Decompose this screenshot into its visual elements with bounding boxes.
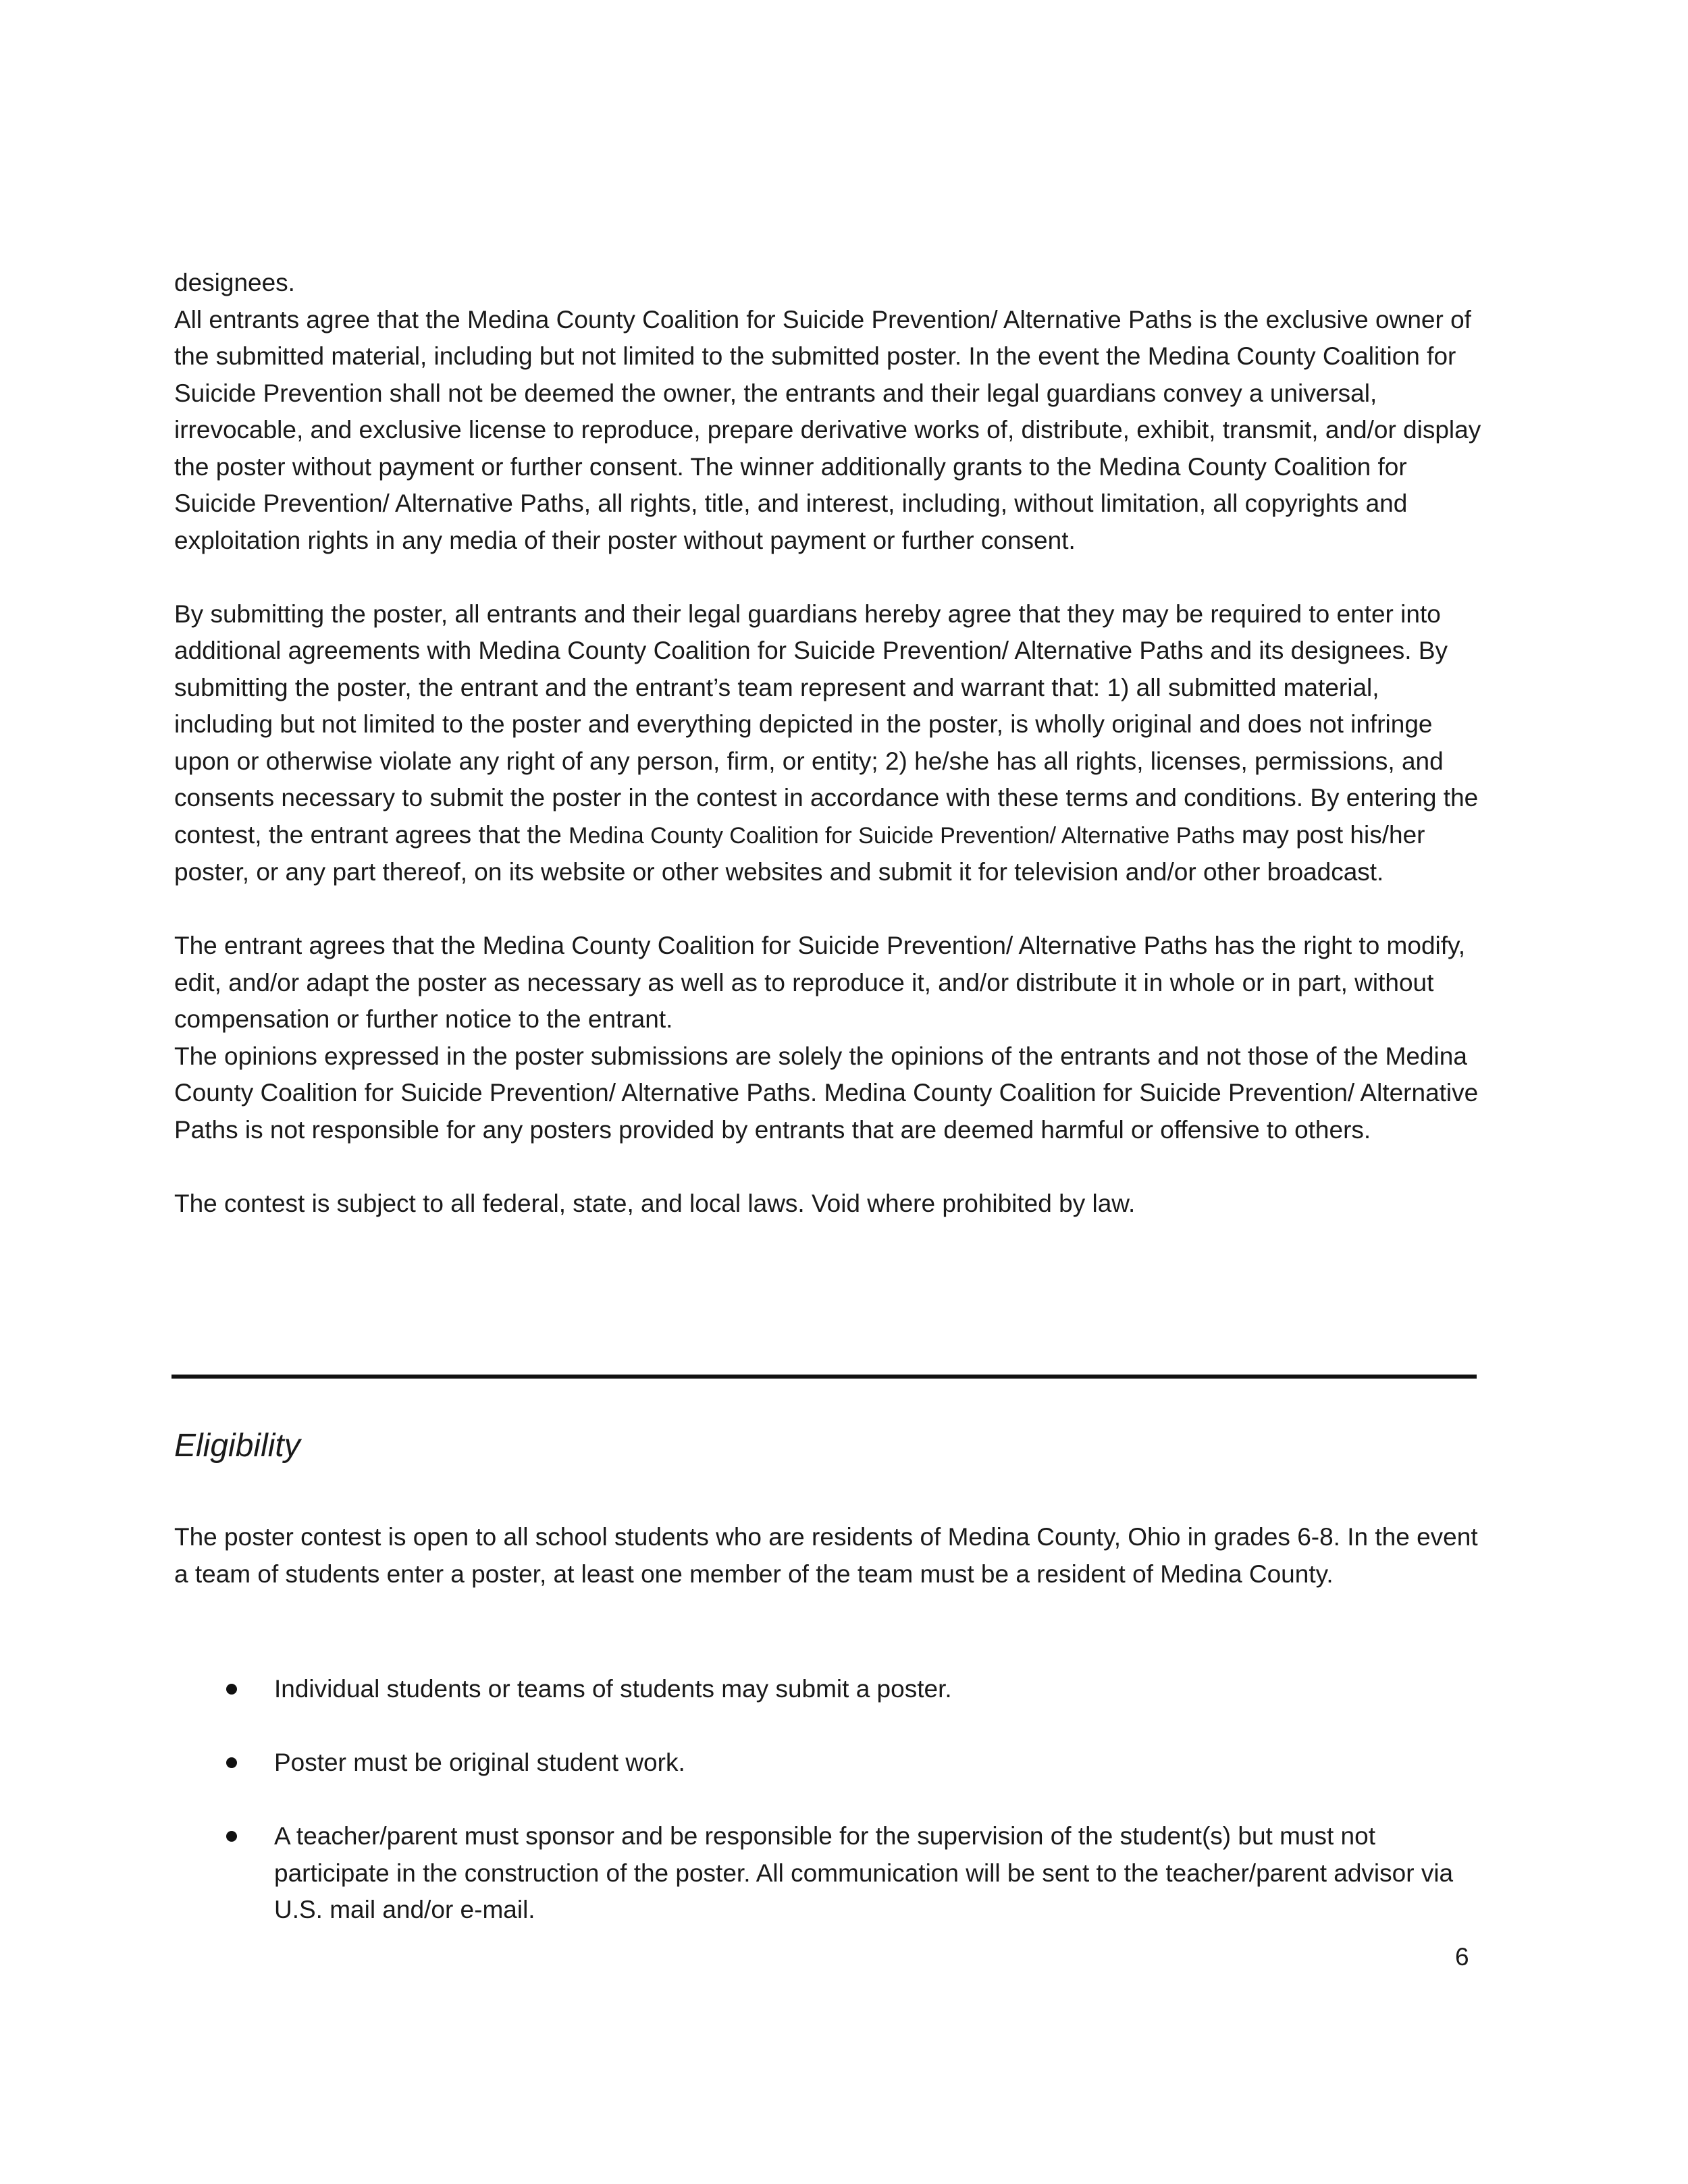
page-number: 6 — [1455, 1943, 1469, 1971]
paragraph-spacer — [174, 891, 1484, 928]
paragraph-ownership: All entrants agree that the Medina County Coalition for Suicide Prevention/ Alternative Paths is the exclusive owner of the submitted material, including but not limited to the submitted poster. In the event the Medina County Coalition for Suicide Prevention shall not be deemed the owner, the entrants and their legal guardians convey a universal, irrevocable, and exclusive license to reproduce, prepare derivative works of, distribute, exhibit, transmit, and/or display the poster without payment or further consent. The winner additionally grants to the Medina County Coalition for Suicide Prevention/ Alternative Paths, all rights, title, and interest, including, without limitation, all copyrights and exploitation rights in any media of their poster without payment or further consent. — [174, 305, 1481, 554]
eligibility-intro: The poster contest is open to all school students who are residents of Medina County, Ohio in grades 6-8. In the event a team of students enter a poster, at least one member of the team must be a resident of Medina County. — [174, 1523, 1478, 1588]
eligibility-heading: Eligibility — [174, 1428, 300, 1464]
list-item-text: Poster must be original student work. — [274, 1749, 685, 1776]
paragraph-modify-rights: The entrant agrees that the Medina County Coalition for Suicide Prevention/ Alternative Paths has the right to modify, edit, and/or adapt the poster as necessary as well as to reproduce it, and/or distribute it in whole or in part, without compensation or further notice to the entrant. — [174, 932, 1466, 1033]
terms-body — [174, 265, 1484, 1222]
agreements-text-end: may post his/her poster, or any part thereof, on its website or other websites and submit it for television and/or other broadcast. — [174, 820, 1425, 886]
paragraph-spacer — [174, 1148, 1484, 1186]
list-item — [174, 1744, 1484, 1782]
list-item — [174, 1818, 1484, 1929]
paragraph-agreements — [174, 596, 1484, 891]
paragraph-laws: The contest is subject to all federal, state, and local laws. Void where prohibited by law. — [174, 1189, 1136, 1217]
bullet-icon — [226, 1757, 237, 1768]
bullet-icon — [226, 1831, 237, 1842]
list-item-text: Individual students or teams of students may submit a poster. — [274, 1675, 952, 1703]
bullet-icon — [226, 1684, 237, 1695]
list-item — [174, 1671, 1484, 1708]
section-divider — [172, 1375, 1477, 1379]
list-item-text: A teacher/parent must sponsor and be responsible for the supervision of the student(s) but must not participate in the construction of the poster. All communication will be sent to the teacher/parent advisor via U.S. mail and/or e-mail. — [274, 1822, 1454, 1923]
eligibility-list — [174, 1671, 1484, 1929]
agreements-text-start: By submitting the poster, all entrants and their legal guardians hereby agree that they may be required to enter into additional agreements with Medina County Coalition for Suicide Prevention/ Alternative Paths and its designees. By submitting the poster, the entrant and the entrant’s team represent and warrant that: 1) all submitted material, including but not limited to the poster and everything depicted in the poster, is wholly original and does not infringe upon or otherwise violate any right of any person, firm, or entity; 2) he/she has all rights, licenses, permissions, and consents necessary to submit the poster in the contest in accordance with these terms and conditions. By entering the contest, the entrant agrees that the — [174, 600, 1479, 849]
paragraph-spacer — [174, 559, 1484, 596]
agreements-org-name: Medina County Coalition for Suicide Prevention/ Alternative Paths — [569, 822, 1235, 849]
paragraph-opinions: The opinions expressed in the poster submissions are solely the opinions of the entrants and not those of the Medina County Coalition for Suicide Prevention/ Alternative Paths. Medina County Coalition for Suicide Prevention/ Alternative Paths is not responsible for any posters provided by entrants that are deemed harmful or offensive to others. — [174, 1042, 1479, 1144]
paragraph-designees: designees. — [174, 269, 295, 296]
